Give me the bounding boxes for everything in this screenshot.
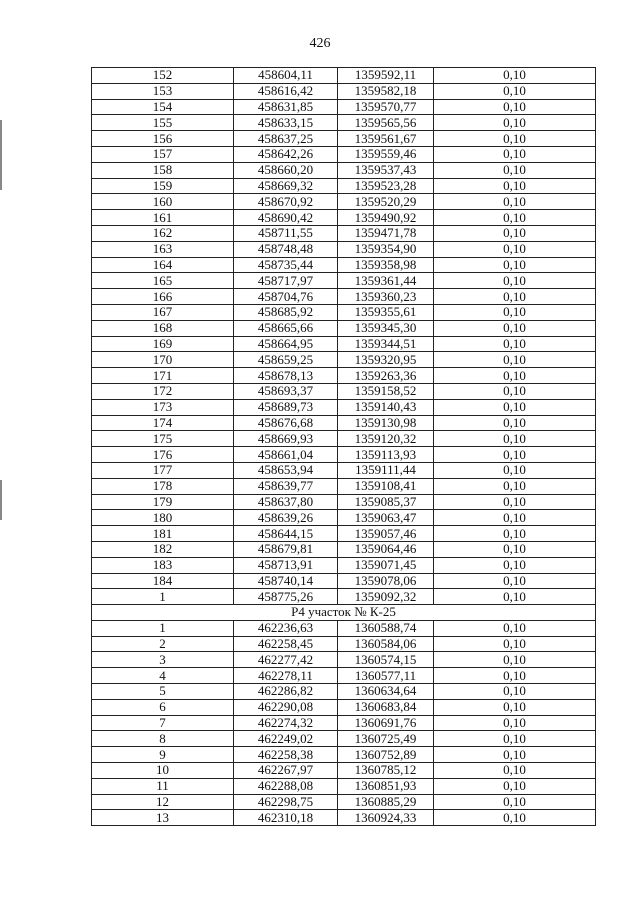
x-coordinate-cell: 462258,45: [234, 636, 338, 652]
point-number-cell: 168: [92, 320, 234, 336]
y-coordinate-cell: 1359071,45: [338, 557, 434, 573]
point-number-cell: 182: [92, 541, 234, 557]
table-row: [92, 794, 596, 810]
table-row: [92, 383, 596, 399]
point-number-cell: 172: [92, 383, 234, 399]
y-coordinate-cell: 1360785,12: [338, 763, 434, 779]
point-number-cell: 9: [92, 747, 234, 763]
x-coordinate-cell: 462290,08: [234, 699, 338, 715]
x-coordinate-cell: 458717,97: [234, 273, 338, 289]
y-coordinate-cell: 1360924,33: [338, 810, 434, 826]
y-coordinate-cell: 1360683,84: [338, 699, 434, 715]
table-row: [92, 510, 596, 526]
accuracy-cell: 0,10: [434, 289, 596, 305]
point-number-cell: 1: [92, 620, 234, 636]
y-coordinate-cell: 1359354,90: [338, 241, 434, 257]
y-coordinate-cell: 1359130,98: [338, 415, 434, 431]
point-number-cell: 173: [92, 399, 234, 415]
y-coordinate-cell: 1360691,76: [338, 715, 434, 731]
table-row: [92, 99, 596, 115]
x-coordinate-cell: 458693,37: [234, 383, 338, 399]
x-coordinate-cell: 458604,11: [234, 68, 338, 84]
x-coordinate-cell: 458616,42: [234, 83, 338, 99]
y-coordinate-cell: 1360851,93: [338, 778, 434, 794]
x-coordinate-cell: 458711,55: [234, 225, 338, 241]
x-coordinate-cell: 458631,85: [234, 99, 338, 115]
table-row: [92, 368, 596, 384]
point-number-cell: 162: [92, 225, 234, 241]
x-coordinate-cell: 458659,25: [234, 352, 338, 368]
x-coordinate-cell: 462277,42: [234, 652, 338, 668]
y-coordinate-cell: 1359592,11: [338, 68, 434, 84]
x-coordinate-cell: 458748,48: [234, 241, 338, 257]
section-title: Р4 участок № К-25: [92, 605, 596, 621]
y-coordinate-cell: 1359570,77: [338, 99, 434, 115]
point-number-cell: 153: [92, 83, 234, 99]
x-coordinate-cell: 462278,11: [234, 668, 338, 684]
accuracy-cell: 0,10: [434, 83, 596, 99]
point-number-cell: 176: [92, 447, 234, 463]
x-coordinate-cell: 458678,13: [234, 368, 338, 384]
table-row: [92, 399, 596, 415]
page-number: 426: [309, 36, 331, 51]
accuracy-cell: 0,10: [434, 178, 596, 194]
y-coordinate-cell: 1360752,89: [338, 747, 434, 763]
table-row: [92, 447, 596, 463]
y-coordinate-cell: 1360885,29: [338, 794, 434, 810]
table-row: [92, 747, 596, 763]
y-coordinate-cell: 1360584,06: [338, 636, 434, 652]
x-coordinate-cell: 458661,04: [234, 447, 338, 463]
x-coordinate-cell: 458670,92: [234, 194, 338, 210]
accuracy-cell: 0,10: [434, 731, 596, 747]
point-number-cell: 156: [92, 131, 234, 147]
y-coordinate-cell: 1359559,46: [338, 146, 434, 162]
accuracy-cell: 0,10: [434, 699, 596, 715]
y-coordinate-cell: 1359064,46: [338, 541, 434, 557]
x-coordinate-cell: 462258,38: [234, 747, 338, 763]
accuracy-cell: 0,10: [434, 636, 596, 652]
x-coordinate-cell: 458644,15: [234, 526, 338, 542]
table-row: [92, 83, 596, 99]
coordinates-table-body-after: [92, 620, 596, 825]
point-number-cell: 12: [92, 794, 234, 810]
x-coordinate-cell: 458637,25: [234, 131, 338, 147]
accuracy-cell: 0,10: [434, 131, 596, 147]
point-number-cell: 178: [92, 478, 234, 494]
table-row: [92, 462, 596, 478]
table-row: [92, 289, 596, 305]
x-coordinate-cell: 458653,94: [234, 462, 338, 478]
table-row: [92, 620, 596, 636]
table-row: [92, 210, 596, 226]
point-number-cell: 154: [92, 99, 234, 115]
accuracy-cell: 0,10: [434, 415, 596, 431]
point-number-cell: 175: [92, 431, 234, 447]
accuracy-cell: 0,10: [434, 668, 596, 684]
x-coordinate-cell: 458637,80: [234, 494, 338, 510]
x-coordinate-cell: 458669,93: [234, 431, 338, 447]
table-row: [92, 241, 596, 257]
point-number-cell: 1: [92, 589, 234, 605]
y-coordinate-cell: 1359063,47: [338, 510, 434, 526]
table-row: [92, 478, 596, 494]
point-number-cell: 169: [92, 336, 234, 352]
x-coordinate-cell: 462236,63: [234, 620, 338, 636]
x-coordinate-cell: 458676,68: [234, 415, 338, 431]
table-row: [92, 541, 596, 557]
accuracy-cell: 0,10: [434, 652, 596, 668]
accuracy-cell: 0,10: [434, 368, 596, 384]
scan-margin-mark: [0, 480, 2, 520]
y-coordinate-cell: 1359092,32: [338, 589, 434, 605]
y-coordinate-cell: 1359158,52: [338, 383, 434, 399]
point-number-cell: 164: [92, 257, 234, 273]
x-coordinate-cell: 458660,20: [234, 162, 338, 178]
point-number-cell: 181: [92, 526, 234, 542]
point-number-cell: 155: [92, 115, 234, 131]
accuracy-cell: 0,10: [434, 241, 596, 257]
point-number-cell: 184: [92, 573, 234, 589]
point-number-cell: 7: [92, 715, 234, 731]
table-row: [92, 526, 596, 542]
table-row: [92, 652, 596, 668]
accuracy-cell: 0,10: [434, 99, 596, 115]
accuracy-cell: 0,10: [434, 778, 596, 794]
table-row: [92, 415, 596, 431]
y-coordinate-cell: 1359345,30: [338, 320, 434, 336]
table-row: [92, 146, 596, 162]
accuracy-cell: 0,10: [434, 146, 596, 162]
accuracy-cell: 0,10: [434, 541, 596, 557]
accuracy-cell: 0,10: [434, 810, 596, 826]
accuracy-cell: 0,10: [434, 225, 596, 241]
point-number-cell: 171: [92, 368, 234, 384]
x-coordinate-cell: 462310,18: [234, 810, 338, 826]
y-coordinate-cell: 1360574,15: [338, 652, 434, 668]
y-coordinate-cell: 1359520,29: [338, 194, 434, 210]
x-coordinate-cell: 458690,42: [234, 210, 338, 226]
point-number-cell: 11: [92, 778, 234, 794]
accuracy-cell: 0,10: [434, 794, 596, 810]
section-header-row: [92, 605, 596, 621]
x-coordinate-cell: 458669,32: [234, 178, 338, 194]
y-coordinate-cell: 1359582,18: [338, 83, 434, 99]
x-coordinate-cell: 462274,32: [234, 715, 338, 731]
y-coordinate-cell: 1359523,28: [338, 178, 434, 194]
table-row: [92, 763, 596, 779]
y-coordinate-cell: 1359108,41: [338, 478, 434, 494]
accuracy-cell: 0,10: [434, 510, 596, 526]
accuracy-cell: 0,10: [434, 162, 596, 178]
accuracy-cell: 0,10: [434, 526, 596, 542]
point-number-cell: 174: [92, 415, 234, 431]
point-number-cell: 2: [92, 636, 234, 652]
accuracy-cell: 0,10: [434, 462, 596, 478]
y-coordinate-cell: 1359111,44: [338, 462, 434, 478]
y-coordinate-cell: 1359358,98: [338, 257, 434, 273]
y-coordinate-cell: 1359140,43: [338, 399, 434, 415]
table-row: [92, 810, 596, 826]
x-coordinate-cell: 458665,66: [234, 320, 338, 336]
accuracy-cell: 0,10: [434, 557, 596, 573]
table-row: [92, 257, 596, 273]
y-coordinate-cell: 1360588,74: [338, 620, 434, 636]
accuracy-cell: 0,10: [434, 715, 596, 731]
x-coordinate-cell: 458639,26: [234, 510, 338, 526]
y-coordinate-cell: 1359471,78: [338, 225, 434, 241]
point-number-cell: 167: [92, 304, 234, 320]
accuracy-cell: 0,10: [434, 589, 596, 605]
x-coordinate-cell: 458775,26: [234, 589, 338, 605]
accuracy-cell: 0,10: [434, 620, 596, 636]
y-coordinate-cell: 1359537,43: [338, 162, 434, 178]
table-row: [92, 494, 596, 510]
accuracy-cell: 0,10: [434, 494, 596, 510]
x-coordinate-cell: 458735,44: [234, 257, 338, 273]
table-row: [92, 352, 596, 368]
point-number-cell: 5: [92, 684, 234, 700]
y-coordinate-cell: 1360577,11: [338, 668, 434, 684]
table-row: [92, 557, 596, 573]
point-number-cell: 159: [92, 178, 234, 194]
x-coordinate-cell: 462288,08: [234, 778, 338, 794]
y-coordinate-cell: 1359361,44: [338, 273, 434, 289]
x-coordinate-cell: 458713,91: [234, 557, 338, 573]
table-row: [92, 715, 596, 731]
accuracy-cell: 0,10: [434, 447, 596, 463]
point-number-cell: 183: [92, 557, 234, 573]
table-row: [92, 304, 596, 320]
table-row: [92, 668, 596, 684]
accuracy-cell: 0,10: [434, 573, 596, 589]
y-coordinate-cell: 1359355,61: [338, 304, 434, 320]
point-number-cell: 13: [92, 810, 234, 826]
y-coordinate-cell: 1359360,23: [338, 289, 434, 305]
y-coordinate-cell: 1359263,36: [338, 368, 434, 384]
point-number-cell: 170: [92, 352, 234, 368]
y-coordinate-cell: 1359490,92: [338, 210, 434, 226]
point-number-cell: 157: [92, 146, 234, 162]
table-row: [92, 431, 596, 447]
point-number-cell: 4: [92, 668, 234, 684]
x-coordinate-cell: 458689,73: [234, 399, 338, 415]
y-coordinate-cell: 1360725,49: [338, 731, 434, 747]
accuracy-cell: 0,10: [434, 763, 596, 779]
point-number-cell: 3: [92, 652, 234, 668]
accuracy-cell: 0,10: [434, 194, 596, 210]
table-row: [92, 178, 596, 194]
scan-margin-mark: [0, 120, 2, 190]
x-coordinate-cell: 458633,15: [234, 115, 338, 131]
x-coordinate-cell: 462249,02: [234, 731, 338, 747]
point-number-cell: 166: [92, 289, 234, 305]
accuracy-cell: 0,10: [434, 320, 596, 336]
coordinates-table: [91, 67, 596, 826]
point-number-cell: 165: [92, 273, 234, 289]
point-number-cell: 160: [92, 194, 234, 210]
point-number-cell: 179: [92, 494, 234, 510]
table-row: [92, 699, 596, 715]
y-coordinate-cell: 1359057,46: [338, 526, 434, 542]
table-row: [92, 589, 596, 605]
table-row: [92, 273, 596, 289]
x-coordinate-cell: 462267,97: [234, 763, 338, 779]
x-coordinate-cell: 462298,75: [234, 794, 338, 810]
table-row: [92, 131, 596, 147]
table-row: [92, 573, 596, 589]
point-number-cell: 158: [92, 162, 234, 178]
x-coordinate-cell: 462286,82: [234, 684, 338, 700]
y-coordinate-cell: 1359344,51: [338, 336, 434, 352]
accuracy-cell: 0,10: [434, 336, 596, 352]
x-coordinate-cell: 458740,14: [234, 573, 338, 589]
point-number-cell: 10: [92, 763, 234, 779]
accuracy-cell: 0,10: [434, 684, 596, 700]
y-coordinate-cell: 1359561,67: [338, 131, 434, 147]
point-number-cell: 180: [92, 510, 234, 526]
accuracy-cell: 0,10: [434, 257, 596, 273]
accuracy-cell: 0,10: [434, 352, 596, 368]
accuracy-cell: 0,10: [434, 431, 596, 447]
table-row: [92, 194, 596, 210]
x-coordinate-cell: 458685,92: [234, 304, 338, 320]
y-coordinate-cell: 1359078,06: [338, 573, 434, 589]
x-coordinate-cell: 458679,81: [234, 541, 338, 557]
x-coordinate-cell: 458664,95: [234, 336, 338, 352]
accuracy-cell: 0,10: [434, 478, 596, 494]
accuracy-cell: 0,10: [434, 210, 596, 226]
accuracy-cell: 0,10: [434, 304, 596, 320]
point-number-cell: 8: [92, 731, 234, 747]
x-coordinate-cell: 458639,77: [234, 478, 338, 494]
table-row: [92, 68, 596, 84]
table-row: [92, 336, 596, 352]
accuracy-cell: 0,10: [434, 68, 596, 84]
table-row: [92, 636, 596, 652]
accuracy-cell: 0,10: [434, 273, 596, 289]
table-row: [92, 731, 596, 747]
table-row: [92, 225, 596, 241]
x-coordinate-cell: 458642,26: [234, 146, 338, 162]
coordinates-table-body-before: [92, 68, 596, 605]
y-coordinate-cell: 1359113,93: [338, 447, 434, 463]
y-coordinate-cell: 1359565,56: [338, 115, 434, 131]
y-coordinate-cell: 1360634,64: [338, 684, 434, 700]
y-coordinate-cell: 1359320,95: [338, 352, 434, 368]
accuracy-cell: 0,10: [434, 747, 596, 763]
x-coordinate-cell: 458704,76: [234, 289, 338, 305]
point-number-cell: 6: [92, 699, 234, 715]
table-row: [92, 320, 596, 336]
table-row: [92, 684, 596, 700]
accuracy-cell: 0,10: [434, 115, 596, 131]
accuracy-cell: 0,10: [434, 399, 596, 415]
accuracy-cell: 0,10: [434, 383, 596, 399]
point-number-cell: 163: [92, 241, 234, 257]
point-number-cell: 161: [92, 210, 234, 226]
point-number-cell: 152: [92, 68, 234, 84]
table-row: [92, 778, 596, 794]
y-coordinate-cell: 1359120,32: [338, 431, 434, 447]
table-row: [92, 115, 596, 131]
y-coordinate-cell: 1359085,37: [338, 494, 434, 510]
table-row: [92, 162, 596, 178]
point-number-cell: 177: [92, 462, 234, 478]
section-header-group: [92, 605, 596, 621]
